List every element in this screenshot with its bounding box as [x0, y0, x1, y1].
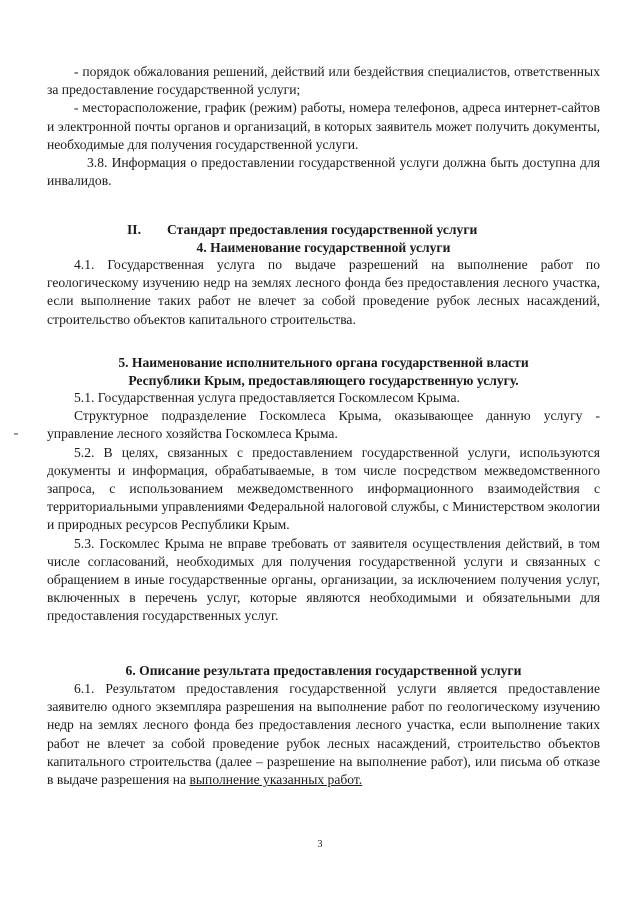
section-6-body — [47, 680, 600, 789]
section-2-number: II. — [127, 222, 141, 237]
section-5-paragraph-1: 5.1. Государственная услуга предоставляется Госкомлесом Крыма. — [74, 390, 460, 405]
page-number: 3 — [317, 839, 323, 850]
intro-paragraph-2: - месторасположение, график (режим) работы, номера телефонов, адреса интернет-сайтов и электронной почты органов и организаций, в которых заявитель может получить документы, необходимые для получения государственной услуги. — [47, 100, 600, 152]
section-4-paragraph-1: 4.1. Государственная услуга по выдаче разрешений на выполнение работ по геологическому изучению недр на землях лесного фонда без предоставления лесного участка, если выполнение таких работ не влечет за собой проведение рубок лесных насаждений, строительство объектов капитального строительства. — [47, 257, 600, 327]
section-5-body — [47, 389, 600, 626]
section-5-heading-line-2: Республики Крым, предоставляющего государственную услугу. — [128, 373, 519, 389]
section-4-body — [47, 256, 600, 329]
section-2-title: Стандарт предоставления государственной услуги — [167, 222, 478, 237]
section-5-heading-line-1: 5. Наименование исполнительного органа государственной власти — [118, 355, 529, 370]
section-6-paragraph-1-tail: выполнение указанных работ. — [189, 772, 363, 788]
section-6-heading: 6. Описание результата предоставления государственной услуги — [125, 663, 522, 678]
intro-block — [47, 63, 600, 190]
intro-paragraph-3: 3.8. Информация о предоставлении государственной услуги должна быть доступна для инвалидов. — [47, 155, 600, 189]
section-5-paragraph-4: 5.3. Госкомлес Крыма не вправе требовать от заявителя осуществления действий, в том числе согласований, необходимых для получения государственной услуги и связанных с обращением в иные государственные органы, организации, за исключением получения услуг, включенных в перечень услуг, которые являются необходимыми и обязательными для предоставления государственных услуг. — [47, 535, 600, 624]
section-6-paragraph-1-main: 6.1. Результатом предоставления государственной услуги является предоставление заявителю одного экземпляра разрешения на выполнение работ по геологическому изучению недр на землях лесного фонда без предоставления лесного участка, если выполнение таких работ не влечет за собой проведение рубок лесных насаждений, строительство объектов капитального строительства (далее – разрешение на выполнение работ), или письма об отказе в выдаче разрешения на — [47, 681, 600, 788]
intro-paragraph-1: - порядок обжалования решений, действий или бездействия специалистов, ответственных за предоставление государственной услуги; — [47, 64, 600, 98]
section-5-paragraph-2: Структурное подразделение Госкомлеса Крыма, оказывающее данную услугу - управление лесного хозяйства Госкомлеса Крыма. — [47, 408, 600, 442]
section-4-heading: 4. Наименование государственной услуги — [196, 240, 451, 255]
section-5-heading — [47, 354, 600, 390]
section-6-paragraph-1 — [47, 680, 600, 789]
section-5-paragraph-3: 5.2. В целях, связанных с предоставлением государственной услуги, используются документы и информация, обрабатываемые, в том числе посредством межведомственного запроса, с использованием межведомственного информационного взаимодействия с территориальными управлениями Федеральной налоговой службы, с Министерством экологии и природных ресурсов Республики Крым. — [47, 444, 600, 533]
scan-artifact-mark — [14, 433, 18, 435]
